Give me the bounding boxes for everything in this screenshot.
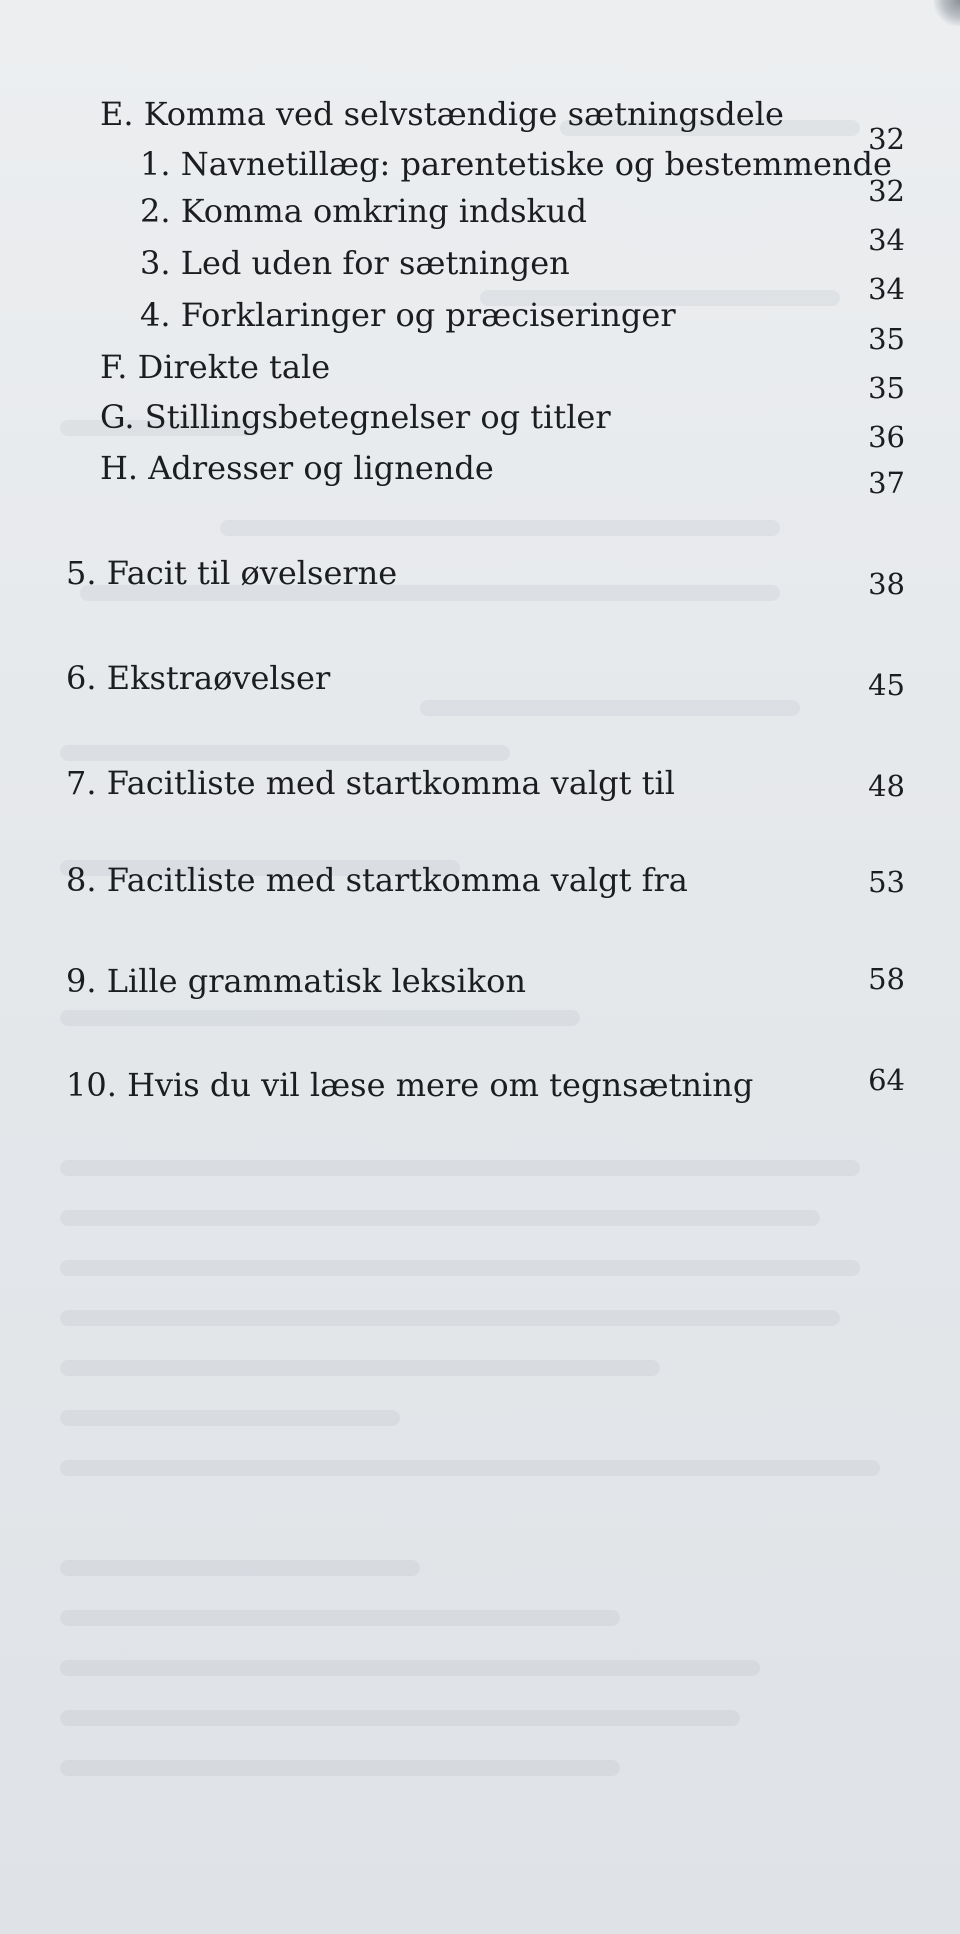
toc-entry-page: 53 (868, 865, 905, 899)
toc-entry-title: 8. Facitliste med startkomma valgt fra (66, 861, 688, 899)
toc-entry-title: E. Komma ved selvstændige sætningsdele (100, 95, 784, 133)
toc-entry-page: 45 (868, 668, 905, 702)
toc-entry-page: 64 (868, 1063, 905, 1097)
toc-entry-page: 34 (868, 223, 905, 257)
toc-entry-title: F. Direkte tale (100, 348, 331, 386)
toc-entry-page: 32 (868, 122, 905, 156)
toc-entry-title: 7. Facitliste med startkomma valgt til (66, 764, 675, 802)
toc-entry-title: 5. Facit til øvelserne (66, 554, 398, 592)
toc-entry-title: H. Adresser og lignende (100, 449, 494, 487)
toc-entry-title: 9. Lille grammatisk leksikon (66, 962, 526, 1000)
toc-entry-page: 32 (868, 174, 905, 208)
toc-entry-page: 48 (868, 769, 905, 803)
toc-entry-title: G. Stillingsbetegnelser og titler (100, 398, 611, 436)
toc-entry-title: 6. Ekstraøvelser (66, 659, 331, 697)
toc-entry-page: 38 (868, 567, 905, 601)
toc-entry-title: 3. Led uden for sætningen (140, 244, 570, 282)
toc-entry-page: 35 (868, 322, 905, 356)
toc-entry-page: 37 (868, 466, 905, 500)
toc-entry-title: 10. Hvis du vil læse mere om tegnsætning (66, 1066, 754, 1104)
toc-entry-page: 34 (868, 272, 905, 306)
toc-entry-page: 36 (868, 420, 905, 454)
toc-entry-title: 4. Forklaringer og præciseringer (140, 296, 676, 334)
toc-entry-page: 35 (868, 371, 905, 405)
toc-entry-page: 58 (868, 962, 905, 996)
toc-entry-title: 1. Navnetillæg: parentetiske og bestemmende (140, 145, 892, 183)
toc-entry-title: 2. Komma omkring indskud (140, 192, 587, 230)
